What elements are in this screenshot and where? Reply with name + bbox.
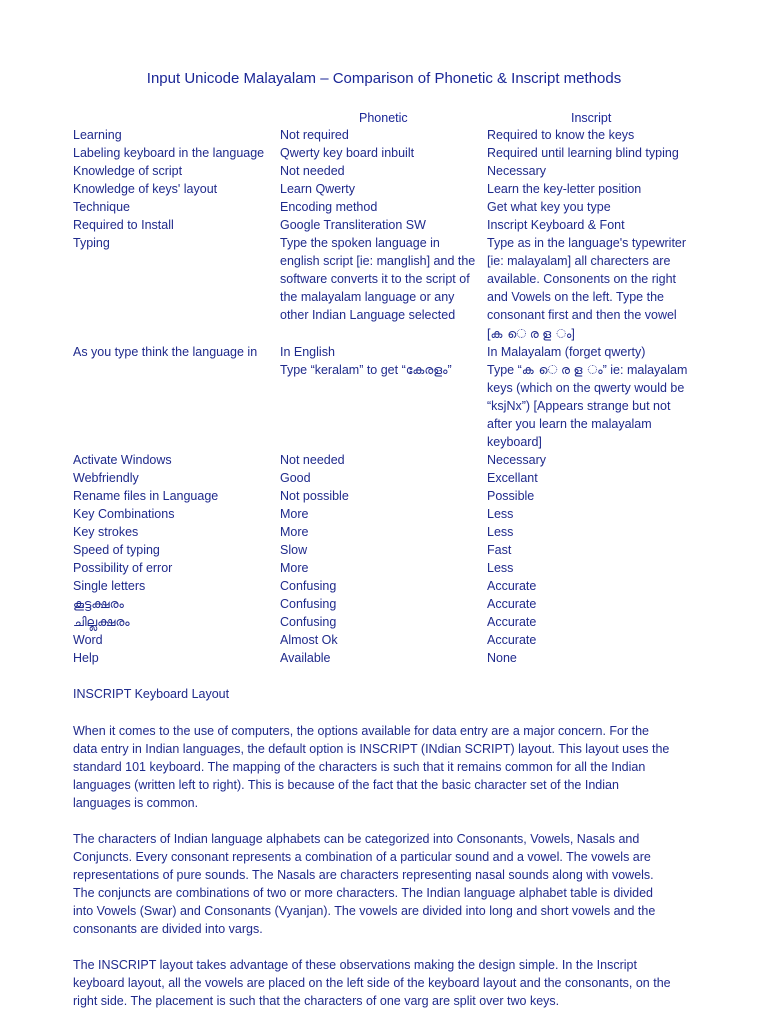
row-label: [73, 198, 130, 216]
phonetic-cell-line: Type the spoken language in: [280, 236, 440, 251]
paragraph-line: languages (written left to right). This is because of the fact that the basic character set of the Indian: [73, 778, 619, 793]
row-label-line: Possibility of error: [73, 561, 173, 576]
table-row: [0, 162, 768, 180]
table-row: [0, 216, 768, 234]
inscript-cell-line: consonant first and then the vowel: [487, 308, 677, 323]
paragraph-line: keyboard layout, all the vowels are placed on the left side of the keyboard layout and the consonants, on the: [73, 976, 671, 991]
row-label-line: Knowledge of script: [73, 164, 183, 179]
inscript-cell: [487, 613, 536, 631]
paragraph-line: consonants are divided into vargs.: [73, 922, 263, 937]
row-label: [73, 631, 103, 649]
inscript-cell-line: Less: [487, 561, 514, 576]
phonetic-cell: [280, 469, 311, 487]
inscript-cell-line: Possible: [487, 489, 535, 503]
phonetic-cell: [280, 577, 336, 595]
table-row: [0, 126, 768, 144]
row-label-line: Learning: [73, 128, 122, 142]
phonetic-cell: [280, 613, 336, 631]
table-row: [0, 649, 768, 667]
table-row: [0, 487, 768, 505]
paragraph-line: When it comes to the use of computers, the options available for data entry are a major concern. For the: [73, 724, 649, 738]
header-inscript: Inscript: [571, 111, 612, 125]
inscript-cell: [487, 631, 536, 649]
phonetic-cell-line: Available: [280, 651, 331, 666]
paragraph-line: Conjuncts. Every consonant represents a combination of a particular sound and a vowel. The vowels are: [73, 850, 651, 865]
phonetic-cell: [280, 541, 307, 559]
row-label: [73, 523, 138, 541]
inscript-cell: [487, 216, 625, 234]
row-label: [73, 613, 130, 631]
row-label: [73, 451, 172, 469]
inscript-cell: [487, 198, 611, 216]
phonetic-cell-line: In English: [280, 344, 335, 359]
row-label-line: Required to Install: [73, 218, 174, 233]
inscript-cell: [487, 126, 634, 144]
row-label-line: Technique: [73, 200, 130, 215]
table-row: [0, 198, 768, 216]
row-label-line: Single letters: [73, 579, 146, 594]
row-label: [73, 595, 124, 613]
inscript-cell-line: Accurate: [487, 633, 537, 648]
phonetic-cell-line: Not possible: [280, 489, 349, 503]
phonetic-cell-line: Not needed: [280, 164, 345, 179]
inscript-cell-line: keys (which on the qwerty would be: [487, 380, 685, 395]
phonetic-cell: [280, 234, 475, 324]
inscript-cell-line: Accurate: [487, 579, 537, 594]
row-label: [73, 541, 160, 559]
phonetic-cell-line: More: [280, 507, 309, 522]
inscript-cell-line: Learn the key-letter position: [487, 182, 642, 197]
row-label-line: Knowledge of keys' layout: [73, 182, 218, 197]
phonetic-cell: [280, 595, 336, 613]
row-label: [73, 487, 218, 505]
inscript-cell: [487, 144, 679, 162]
row-label-line: Rename files in Language: [73, 489, 219, 503]
paragraph-line: The characters of Indian language alphabets can be categorized into Consonants, Vowels, Nasals and: [73, 832, 640, 846]
paragraph-line: right side. The placement is such that the characters of one varg are split over two keys.: [73, 994, 560, 1009]
row-label: [73, 649, 99, 667]
phonetic-cell: [280, 216, 426, 234]
paragraph-line: languages is common.: [73, 796, 199, 811]
paragraph-line: standard 101 keyboard. The mapping of the characters is such that it remains common for all the Indian: [73, 760, 646, 775]
inscript-cell-line: [ie: malayalam] all charecters are: [487, 254, 671, 269]
phonetic-cell-line: Encoding method: [280, 200, 378, 215]
phonetic-cell-line: Not required: [280, 128, 349, 142]
inscript-cell: [487, 559, 513, 577]
row-label: [73, 559, 172, 577]
row-label-line: കൂട്ടക്ഷരം: [73, 597, 124, 612]
inscript-cell-line: Required until learning blind typing: [487, 146, 679, 161]
table-row: [0, 469, 768, 487]
row-label: [73, 343, 257, 361]
table-row: [0, 523, 768, 541]
row-label: [73, 126, 122, 144]
paragraph: [73, 956, 698, 1010]
inscript-cell-line: Inscript Keyboard & Font: [487, 218, 625, 233]
row-label-line: Activate Windows: [73, 452, 172, 467]
phonetic-cell-line: Confusing: [280, 615, 337, 630]
row-label: [73, 469, 139, 487]
inscript-cell-line: Type as in the language's typewriter: [487, 236, 687, 251]
phonetic-cell: [280, 343, 452, 379]
phonetic-cell: [280, 487, 349, 505]
inscript-cell-line: keyboard]: [487, 434, 542, 449]
phonetic-cell-line: More: [280, 561, 309, 576]
inscript-cell: [487, 487, 534, 505]
phonetic-cell-line: Almost Ok: [280, 633, 338, 648]
paragraph: [73, 722, 698, 812]
inscript-cell: [487, 649, 517, 667]
table-row: [0, 631, 768, 649]
inscript-cell-line: Fast: [487, 543, 512, 558]
phonetic-cell: [280, 631, 338, 649]
phonetic-cell-line: Qwerty key board inbuilt: [280, 146, 415, 161]
inscript-cell-line: Less: [487, 507, 514, 522]
phonetic-cell-line: Learn Qwerty: [280, 182, 356, 197]
phonetic-cell: [280, 144, 414, 162]
phonetic-cell-line: Confusing: [280, 597, 337, 612]
table-row: [0, 595, 768, 613]
inscript-cell-line: Accurate: [487, 615, 537, 630]
row-label-line: Word: [73, 633, 103, 648]
phonetic-cell-line: Not needed: [280, 452, 345, 467]
phonetic-cell-line: Good: [280, 470, 311, 485]
row-label-line: Labeling keyboard in the language: [73, 146, 265, 161]
inscript-cell-line: Less: [487, 525, 514, 540]
paragraph-line: representations of pure sounds. The Nasals are characters representing nasal sounds along with vowels.: [73, 868, 654, 883]
inscript-cell-line: Necessary: [487, 164, 547, 179]
table-row: [0, 343, 768, 451]
phonetic-cell-line: the malayalam language or any: [280, 290, 455, 305]
inscript-cell: [487, 523, 513, 541]
phonetic-cell: [280, 523, 308, 541]
row-label: [73, 180, 217, 198]
phonetic-cell-line: Slow: [280, 543, 308, 558]
table-row: [0, 451, 768, 469]
inscript-cell-line: after you learn the malayalam: [487, 416, 652, 431]
inscript-cell-line: Necessary: [487, 452, 547, 467]
phonetic-cell-line: Type “keralam” to get “കേരളം”: [280, 362, 452, 377]
row-label-line: Typing: [73, 236, 110, 251]
phonetic-cell: [280, 451, 345, 469]
row-label: [73, 144, 264, 162]
phonetic-cell-line: english script [ie: manglish] and the: [280, 254, 476, 269]
inscript-cell: [487, 234, 686, 342]
row-label-line: Key Combinations: [73, 507, 175, 522]
table-row: [0, 541, 768, 559]
phonetic-cell: [280, 649, 331, 667]
phonetic-cell-line: software converts it to the script of: [280, 272, 470, 287]
inscript-cell-line: None: [487, 651, 517, 666]
row-label: [73, 216, 174, 234]
row-label-line: ചില്ലക്ഷരം: [73, 615, 130, 630]
row-label: [73, 162, 182, 180]
paragraph-line: data entry in Indian languages, the default option is INSCRIPT (INdian SCRIPT) layout. This layout uses the: [73, 742, 670, 757]
inscript-cell-line: available. Consonents on the right: [487, 272, 677, 287]
row-label-line: As you type think the language in: [73, 344, 258, 359]
inscript-cell-line: and Vowels on the left. Type the: [487, 290, 664, 305]
phonetic-cell: [280, 180, 355, 198]
row-label: [73, 234, 110, 252]
inscript-cell: [487, 505, 513, 523]
section-title: INSCRIPT Keyboard Layout: [73, 687, 230, 701]
phonetic-cell: [280, 505, 308, 523]
inscript-cell-line: Get what key you type: [487, 200, 611, 215]
header-phonetic: Phonetic: [359, 111, 408, 125]
paragraph-line: into Vowels (Swar) and Consonants (Vyanjan). The vowels are divided into long and short vowels and the: [73, 904, 656, 919]
table-row: [0, 505, 768, 523]
inscript-cell-line: Required to know the keys: [487, 128, 635, 142]
row-label-line: Speed of typing: [73, 543, 160, 558]
paragraph-line: The INSCRIPT layout takes advantage of these observations making the design simple. In the Inscript: [73, 958, 637, 972]
table-row: [0, 234, 768, 342]
inscript-cell: [487, 595, 536, 613]
table-row: [0, 180, 768, 198]
table-row: [0, 577, 768, 595]
inscript-cell-line: Type “ക െ ര ള ം” ie: malayalam: [487, 362, 688, 377]
phonetic-cell-line: Confusing: [280, 579, 337, 594]
inscript-cell-line: Excellant: [487, 470, 538, 485]
inscript-cell: [487, 577, 536, 595]
phonetic-cell: [280, 126, 349, 144]
inscript-cell: [487, 541, 511, 559]
page-title: Input Unicode Malayalam – Comparison of Phonetic & Inscript methods: [146, 70, 622, 87]
phonetic-cell-line: other Indian Language selected: [280, 308, 456, 323]
inscript-cell-line: Accurate: [487, 597, 537, 612]
inscript-cell-line: In Malayalam (forget qwerty): [487, 344, 646, 359]
phonetic-cell-line: More: [280, 525, 309, 540]
inscript-cell: [487, 343, 687, 451]
inscript-cell: [487, 180, 641, 198]
inscript-cell: [487, 469, 538, 487]
phonetic-cell-line: Google Transliteration SW: [280, 218, 426, 233]
row-label: [73, 505, 174, 523]
paragraph: [73, 830, 698, 939]
inscript-cell: [487, 451, 546, 469]
inscript-cell-line: [ക െ ര ള ം]: [487, 326, 575, 341]
table-row: [0, 613, 768, 631]
row-label-line: Key strokes: [73, 525, 139, 540]
table-row: [0, 144, 768, 162]
row-label-line: Help: [73, 651, 99, 666]
paragraph-line: The conjuncts are combinations of two or more characters. The Indian language alphabet table is divided: [73, 886, 653, 901]
row-label: [73, 577, 145, 595]
inscript-cell: [487, 162, 546, 180]
phonetic-cell: [280, 162, 345, 180]
phonetic-cell: [280, 198, 377, 216]
inscript-cell-line: “ksjNx”) [Appears strange but not: [487, 398, 671, 413]
row-label-line: Webfriendly: [73, 470, 139, 485]
phonetic-cell: [280, 559, 308, 577]
table-row: [0, 559, 768, 577]
